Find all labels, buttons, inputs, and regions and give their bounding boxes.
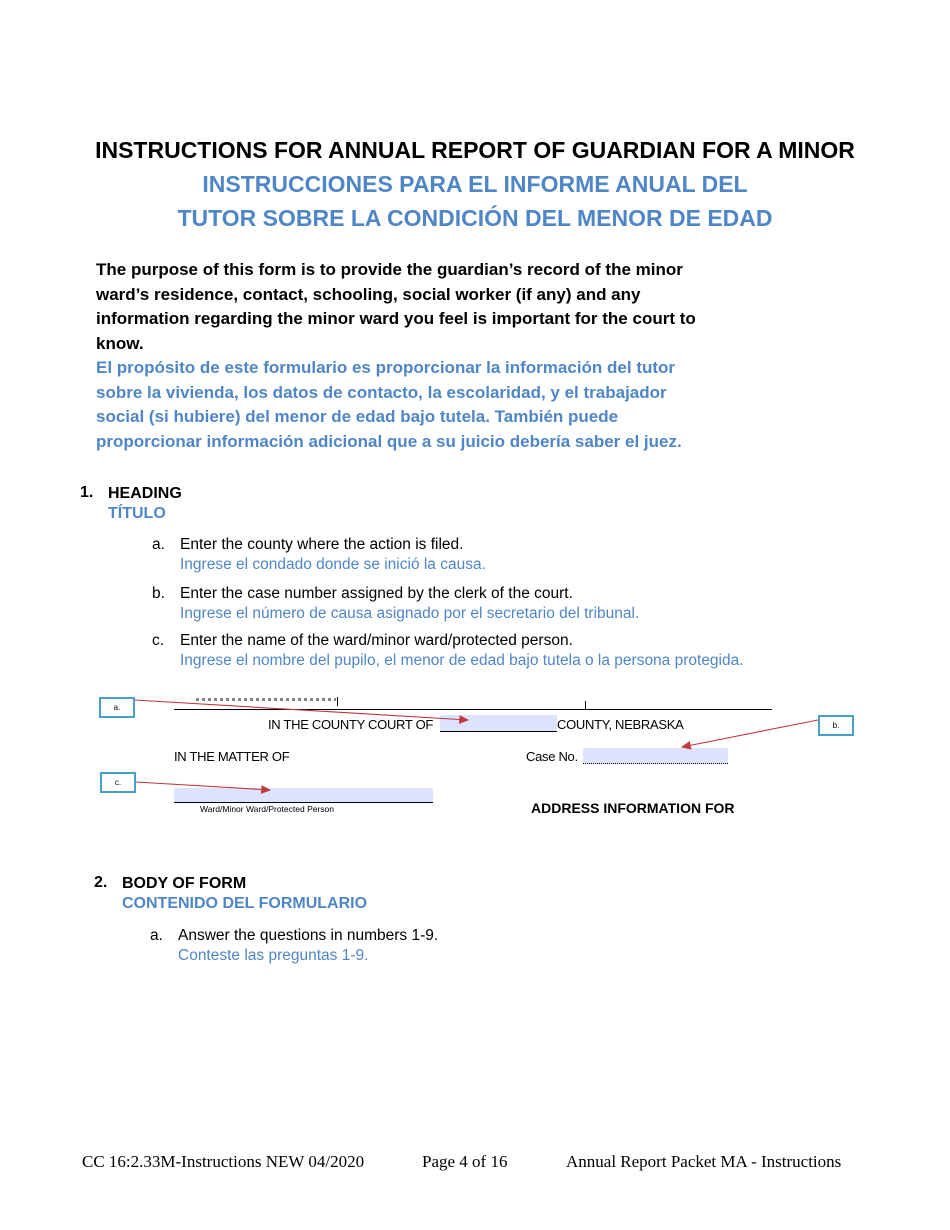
intro-line: ward’s residence, contact, schooling, social worker (if any) and any [96,284,641,304]
intro-line: social (si hubiere) del menor de edad bajo tutela. También puede [96,407,619,427]
list-item-text: Enter the county where the action is filed. [180,536,464,553]
list-item-letter: c. [152,632,165,649]
intro-line: El propósito de este formulario es proporcionar la información del tutor [96,358,676,377]
list-item-text-spanish: Ingrese el condado donde se inició la causa. [180,555,486,573]
list-item-letter: b. [152,585,165,602]
section-2-title: BODY OF FORM [122,875,247,892]
section-1-title: HEADING [108,485,182,502]
list-item-text: Answer the questions in numbers 1-9. [178,927,439,944]
intro-paragraph-english [96,258,796,356]
intro-line: information regarding the minor ward you feel is important for the court to [96,309,696,329]
callout-a: a. [99,697,135,718]
list-item-letter: a. [150,927,163,944]
callout-b: b. [818,715,854,736]
case-no-label: Case No. [526,749,578,764]
list-item-text: Enter the case number assigned by the clerk of the court. [180,585,573,602]
address-info-label: ADDRESS INFORMATION FOR [531,800,735,816]
intro-line: proporcionar información adicional que a su juicio debería saber el juez. [96,431,682,451]
arrow-c [136,782,270,790]
section-2-title-spanish: CONTENIDO DEL FORMULARIO [122,895,368,912]
section-1-title-spanish: TÍTULO [108,505,166,522]
court-suffix-label: COUNTY, NEBRASKA [557,717,684,732]
list-item [180,535,486,574]
list-item [180,631,744,670]
intro-line: sobre la vivienda, los datos de contacto, la escolaridad, y el trabajador [96,382,667,402]
matter-label: IN THE MATTER OF [174,749,290,764]
list-item-text-spanish: Ingrese el nombre del pupilo, el menor de edad bajo tutela o la persona protegida. [180,651,744,669]
footer-form-id: CC 16:2.33M-Instructions NEW 04/2020 [82,1152,365,1171]
arrow-b [682,720,818,747]
page-title-spanish-line1: INSTRUCCIONES PARA EL INFORME ANUAL DEL [202,171,748,197]
section-2-number: 2. [94,874,108,891]
page-title: INSTRUCTIONS FOR ANNUAL REPORT OF GUARDIAN FOR A MINOR [95,137,855,163]
list-item [178,926,438,965]
footer-page-number: Page 4 of 16 [422,1152,508,1171]
ward-label: Ward/Minor Ward/Protected Person [200,804,334,814]
intro-line: know. [96,333,144,353]
intro-paragraph-spanish [96,356,796,454]
list-item-text: Enter the name of the ward/minor ward/protected person. [180,632,573,649]
court-label: IN THE COUNTY COURT OF [268,717,434,732]
list-item [180,584,639,623]
footer-packet-name: Annual Report Packet MA - Instructions [566,1152,842,1171]
callout-c: c. [100,772,136,793]
list-item-letter: a. [152,536,165,553]
intro-line: The purpose of this form is to provide the guardian’s record of the minor [96,260,683,279]
section-1-number: 1. [80,484,94,501]
page-title-spanish-line2: TUTOR SOBRE LA CONDICIÓN DEL MENOR DE EDAD [177,205,773,231]
list-item-text-spanish: Conteste las preguntas 1-9. [178,946,369,964]
form-heading-example [96,692,866,820]
list-item-text-spanish: Ingrese el número de causa asignado por el secretario del tribunal. [180,604,640,622]
arrow-a [135,700,468,720]
callout-arrows [96,692,866,820]
